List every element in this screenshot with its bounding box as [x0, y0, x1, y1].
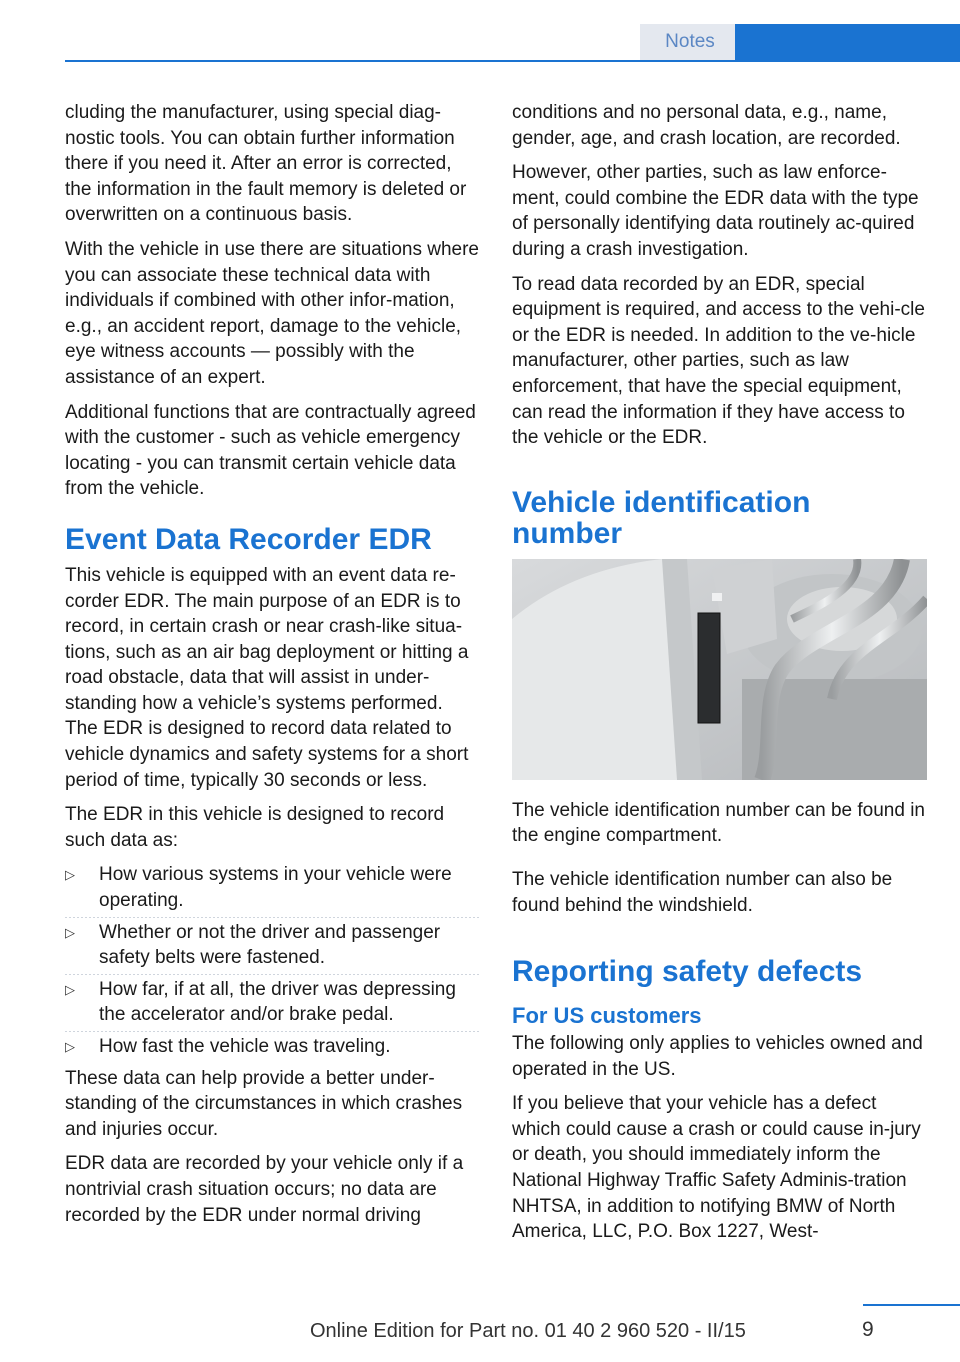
list-item-text: How various systems in your vehicle were operating.	[99, 864, 452, 912]
edition-footer: Online Edition for Part no. 01 40 2 960 520 - II/15	[310, 1320, 746, 1342]
header-rule	[65, 60, 960, 62]
paragraph: cluding the manufacturer, using special diag‐nostic tools. You can obtain further information there if you need it. After an error is corrected, the information in the fault memory is deleted or overwritten on a continuous basis.	[65, 102, 467, 226]
section-label: Notes	[640, 24, 740, 60]
triangle-bullet-icon: ▷	[65, 924, 75, 940]
paragraph: The EDR in this vehicle is designed to record such data as:	[65, 804, 445, 851]
dotted-divider	[65, 1031, 480, 1032]
page-number: 9	[862, 1318, 874, 1341]
paragraph: EDR data are recorded by your vehicle only if a nontrivial crash situation occurs; no data are recorded by the EDR under normal driving	[65, 1153, 464, 1226]
paragraph: The vehicle identification number can also be found behind the windshield.	[512, 868, 893, 916]
right-column	[512, 100, 927, 1254]
paragraph: To read data recorded by an EDR, special equipment is required, and access to the vehi‐cle or the EDR is needed. In addition to the ve‐hicle manufacturer, other parties, such as law enforcement, that have the special equipment, can read the information if they have access to the vehicle or the EDR.	[512, 273, 925, 449]
footer-rule	[863, 1304, 960, 1306]
list-item-text: Whether or not the driver and passenger safety belts were fastened.	[99, 921, 441, 969]
list-item	[65, 862, 480, 913]
edr-data-list	[65, 862, 480, 1059]
list-item-text: How fast the vehicle was traveling.	[99, 1036, 391, 1057]
section-heading-edr: Event Data Recorder EDR	[65, 522, 432, 556]
section-heading-safety-defects: Reporting safety defects	[512, 955, 863, 989]
dotted-divider	[65, 974, 480, 975]
header-accent-block	[735, 24, 960, 60]
engine-compartment-photo	[512, 559, 927, 780]
paragraph: With the vehicle in use there are situations where you can associate these technical data with individuals if combined with other infor‐mation, e.g., an accident report, damage to the vehicle, eye witness accounts — possibly with the assistance of an expert.	[65, 238, 479, 388]
list-item-text: How far, if at all, the driver was depressing the accelerator and/or brake pedal.	[99, 978, 456, 1026]
list-item	[65, 920, 480, 971]
paragraph: The vehicle identification number can be found in the engine compartment.	[512, 799, 925, 847]
subheading-us-customers: For US customers	[512, 1003, 702, 1029]
triangle-bullet-icon: ▷	[65, 867, 75, 883]
paragraph: If you believe that your vehicle has a defect which could cause a crash or could cause in‐jury or death, you should immediately inform the National Highway Traffic Safety Adminis‐tration NHTSA, in addition to notifying BMW of North America, LLC, P.O. Box 1227, West-	[512, 1093, 921, 1243]
left-column	[65, 100, 480, 1237]
paragraph: conditions and no personal data, e.g., name, gender, age, and crash location, are recorded.	[512, 102, 901, 149]
paragraph: Additional functions that are contractually agreed with the customer - such as vehicle emergency locating - you can transmit certain vehicle data from the vehicle.	[65, 401, 476, 500]
triangle-bullet-icon: ▷	[65, 1039, 75, 1054]
paragraph: The following only applies to vehicles owned and operated in the US.	[512, 1033, 923, 1080]
triangle-bullet-icon: ▷	[65, 981, 75, 997]
list-item	[65, 1034, 480, 1060]
paragraph: However, other parties, such as law enforce‐ment, could combine the EDR data with the type of personally identifying data routinely ac‐quired during a crash investigation.	[512, 162, 919, 260]
section-heading-vin: Vehicle identification number	[512, 485, 811, 550]
paragraph: This vehicle is equipped with an event data re‐corder EDR. The main purpose of an EDR is to record, in certain crash or near crash-like situa‐tions, such as an air bag deployment or hitting a road obstacle, data that will assist in under‐standing how a vehicle’s systems performed. The EDR is designed to record data related to vehicle dynamics and safety systems for a short period of time, typically 30 seconds or less.	[65, 564, 469, 791]
paragraph: These data can help provide a better under‐standing of the circumstances in which crashes and injuries occur.	[65, 1067, 463, 1140]
list-item	[65, 977, 480, 1028]
dotted-divider	[65, 917, 480, 918]
